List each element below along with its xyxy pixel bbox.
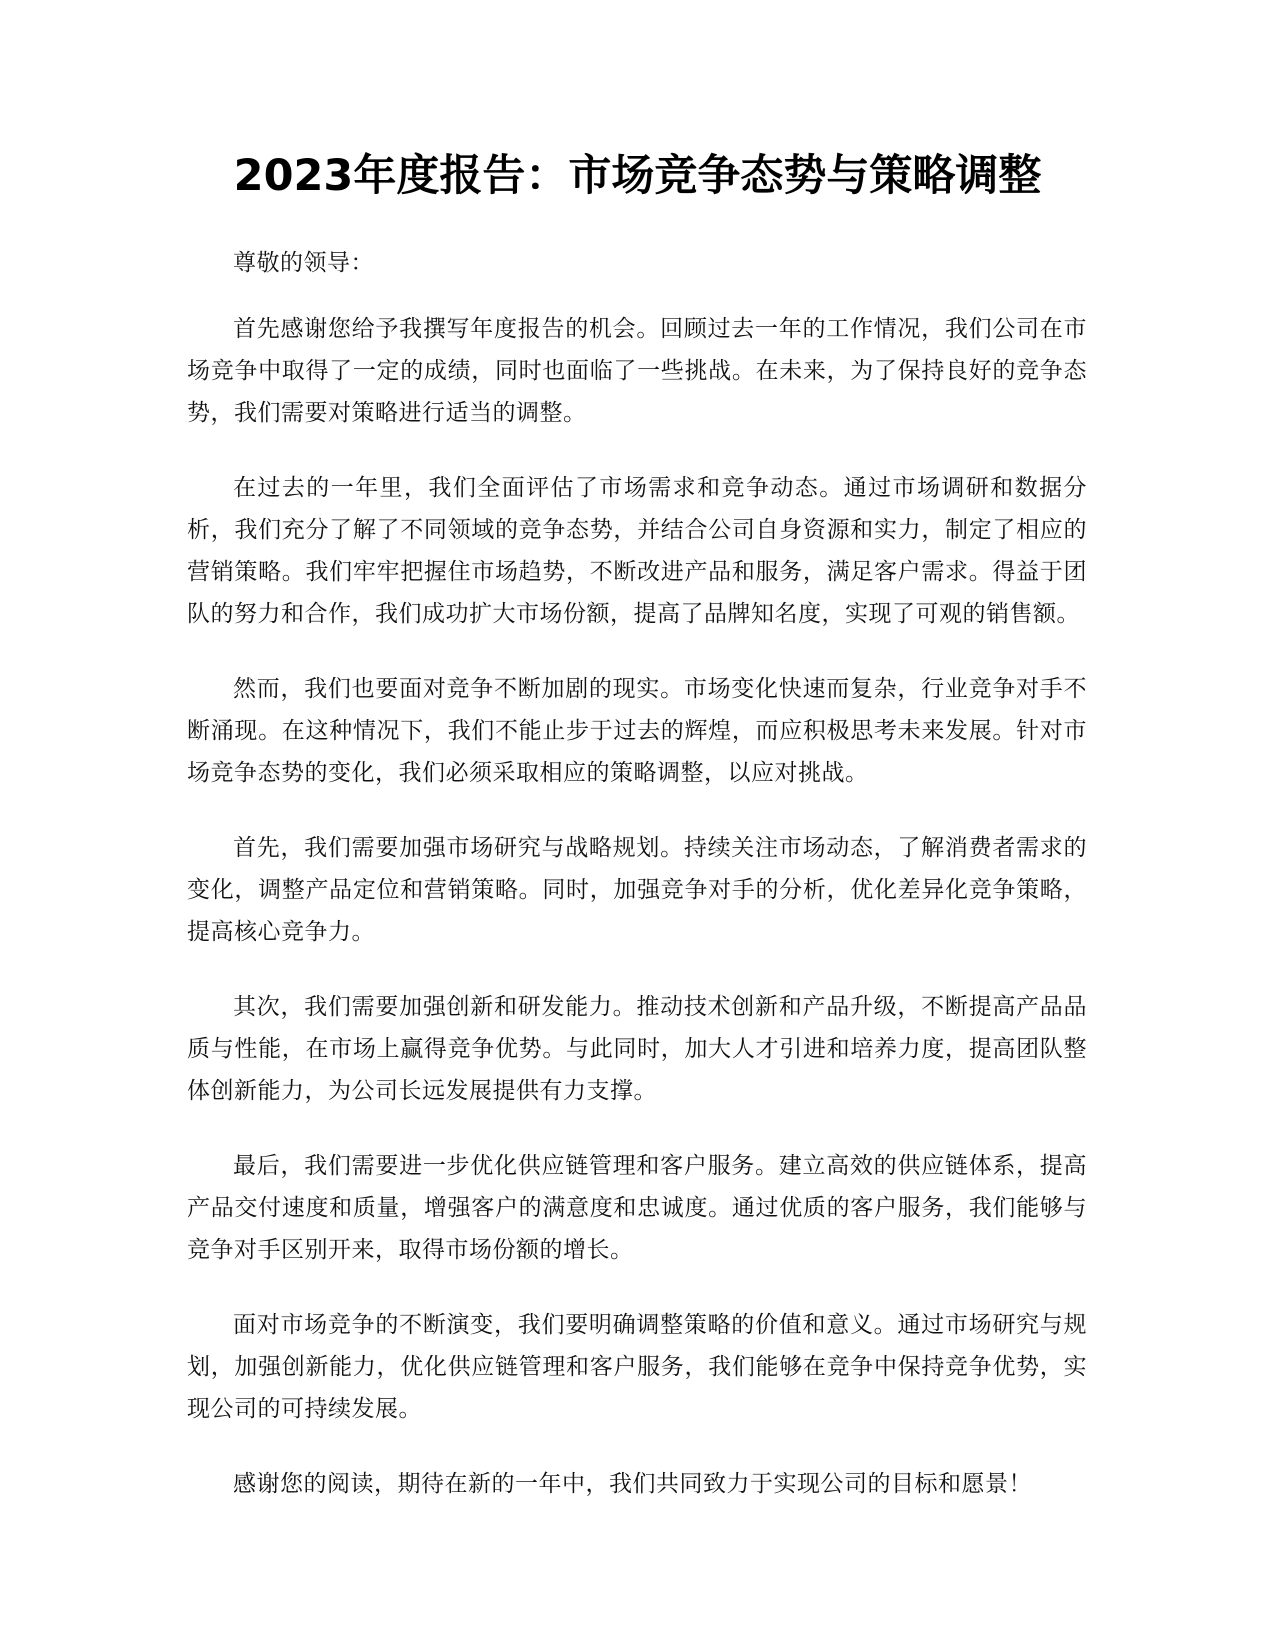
- salutation: 尊敬的领导：: [233, 250, 374, 276]
- paragraph-5: 其次，我们需要加强创新和研发能力。推动技术创新和产品升级，不断提高产品品质与性能，在市场上赢得竞争优势。与此同时，加大人才引进和培养力度，提高团队整体创新能力，为公司长远发展提供有力支撑。: [187, 994, 1087, 1104]
- paragraph-2: 在过去的一年里，我们全面评估了市场需求和竞争动态。通过市场调研和数据分析，我们充分了解了不同领域的竞争态势，并结合公司自身资源和实力，制定了相应的营销策略。我们牢牢把握住市场趋势，不断改进产品和服务，满足客户需求。得益于团队的努力和合作，我们成功扩大市场份额，提高了品牌知名度，实现了可观的销售额。: [187, 475, 1087, 627]
- paragraph-3: 然而，我们也要面对竞争不断加剧的现实。市场变化快速而复杂，行业竞争对手不断涌现。在这种情况下，我们不能止步于过去的辉煌，而应积极思考未来发展。针对市场竞争态势的变化，我们必须采取相应的策略调整，以应对挑战。: [187, 676, 1087, 786]
- paragraph-6: 最后，我们需要进一步优化供应链管理和客户服务。建立高效的供应链体系，提高产品交付速度和质量，增强客户的满意度和忠诚度。通过优质的客户服务，我们能够与竞争对手区别开来，取得市场份额的增长。: [187, 1153, 1087, 1263]
- page-title: 2023年度报告：市场竞争态势与策略调整: [233, 151, 1042, 201]
- paragraph-8: 感谢您的阅读，期待在新的一年中，我们共同致力于实现公司的目标和愿景！: [233, 1471, 1032, 1497]
- document-body: [187, 242, 1087, 1538]
- paragraph-1: 首先感谢您给予我撰写年度报告的机会。回顾过去一年的工作情况，我们公司在市场竞争中取得了一定的成绩，同时也面临了一些挑战。在未来，为了保持良好的竞争态势，我们需要对策略进行适当的调整。: [187, 316, 1087, 426]
- paragraph-7: 面对市场竞争的不断演变，我们要明确调整策略的价值和意义。通过市场研究与规划，加强创新能力，优化供应链管理和客户服务，我们能够在竞争中保持竞争优势，实现公司的可持续发展。: [187, 1312, 1087, 1422]
- paragraph-4: 首先，我们需要加强市场研究与战略规划。持续关注市场动态，了解消费者需求的变化，调整产品定位和营销策略。同时，加强竞争对手的分析，优化差异化竞争策略，提高核心竞争力。: [187, 835, 1087, 945]
